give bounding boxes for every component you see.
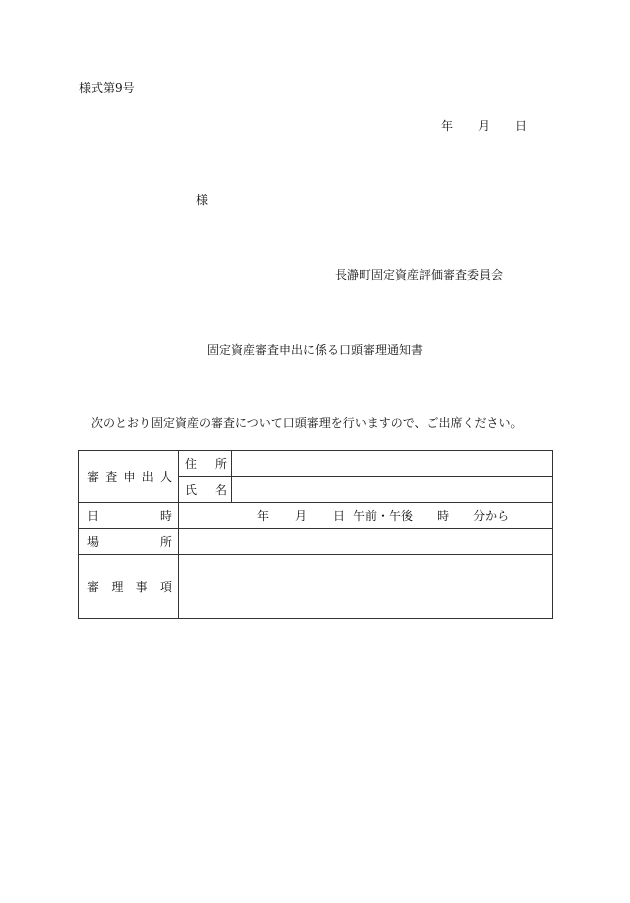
name-label: 氏 名 — [185, 483, 227, 497]
name-label-cell — [179, 477, 232, 503]
form-number: 様式第9号 — [79, 81, 135, 95]
table-row — [79, 503, 553, 529]
applicant-label-cell — [79, 451, 179, 503]
address-field[interactable] — [232, 451, 553, 477]
table-row — [79, 529, 553, 555]
datetime-units: 年 月 日 午前・午後 時 分から — [257, 509, 510, 523]
applicant-label: 審 査 申 出 人 — [87, 470, 172, 484]
matters-field[interactable] — [179, 555, 553, 619]
info-table — [78, 450, 553, 619]
place-field[interactable] — [179, 529, 553, 555]
place-label-cell — [79, 529, 179, 555]
matters-label-cell — [79, 555, 179, 619]
table-row — [79, 451, 553, 477]
addressee-honorific: 様 — [196, 193, 209, 207]
name-field[interactable] — [232, 477, 553, 503]
month-unit: 月 — [478, 119, 491, 133]
sender-name: 長瀞町固定資産評価審査委員会 — [335, 268, 504, 282]
datetime-field[interactable] — [179, 503, 553, 529]
datetime-label: 日 時 — [87, 509, 172, 523]
address-label-cell — [179, 451, 232, 477]
matters-label: 審 理 事 項 — [87, 580, 172, 594]
year-unit: 年 — [441, 119, 454, 133]
datetime-label-cell — [79, 503, 179, 529]
place-label: 場 所 — [87, 535, 172, 549]
date-line — [441, 119, 527, 133]
day-unit: 日 — [515, 119, 528, 133]
address-label: 住 所 — [185, 457, 227, 471]
table-row — [79, 555, 553, 619]
body-text: 次のとおり固定資産の審査について口頭審理を行いますので、ご出席ください。 — [91, 416, 523, 430]
document-title: 固定資産審査申出に係る口頭審理通知書 — [207, 343, 424, 357]
